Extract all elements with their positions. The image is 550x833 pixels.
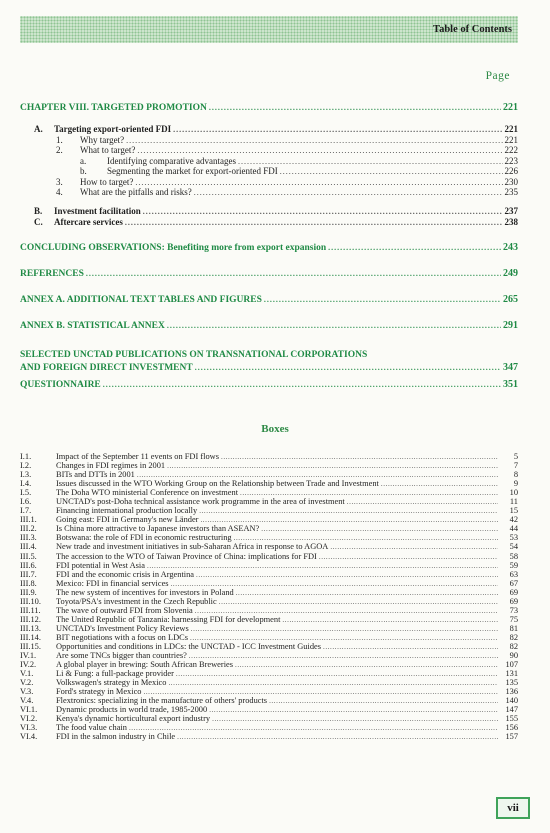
- box-page: 7: [513, 461, 518, 471]
- box-page: 11: [509, 497, 518, 507]
- box-number: V.2.: [20, 678, 34, 688]
- box-title: BIT negotiations with a focus on LDCs: [56, 632, 188, 642]
- box-title: Volkswagen's strategy in Mexico: [56, 678, 167, 688]
- toc-chapter[interactable]: [20, 102, 518, 117]
- box-entry[interactable]: [20, 615, 518, 624]
- box-title: The Doha WTO ministerial Conference on investment: [56, 488, 239, 498]
- box-page: 81: [509, 623, 518, 633]
- box-page: 82: [509, 641, 518, 651]
- box-entry[interactable]: [20, 461, 518, 470]
- box-page: 131: [505, 669, 518, 679]
- toc-item[interactable]: 3. How to target? ..... 230: [20, 177, 518, 188]
- box-entry[interactable]: [20, 714, 518, 723]
- box-number: I.3.: [20, 470, 32, 480]
- box-page: 136: [505, 687, 518, 697]
- box-title: The food value chain: [56, 723, 127, 733]
- box-page: 155: [505, 714, 518, 724]
- box-title: A global player in brewing: South African Breweries: [56, 660, 233, 670]
- box-number: III.9.: [20, 587, 37, 597]
- box-number: IV.1.: [20, 651, 37, 661]
- box-title: The new system of incentives for investors in Poland: [56, 587, 234, 597]
- box-entry[interactable]: [20, 642, 518, 651]
- toc-annex-a[interactable]: ANNEX A. ADDITIONAL TEXT TABLES AND FIGURES ..... 265: [20, 294, 518, 320]
- box-entry[interactable]: [20, 470, 518, 479]
- box-number: III.6.: [20, 560, 37, 570]
- toc-item[interactable]: 2. What to target? ..... 222: [20, 145, 518, 156]
- box-entry[interactable]: [20, 533, 518, 542]
- box-entry[interactable]: [20, 479, 518, 488]
- toc-chapter-page: 221: [503, 102, 518, 113]
- box-entry[interactable]: [20, 732, 518, 741]
- toc-selected-publications[interactable]: AND FOREIGN DIRECT INVESTMENT ..... 347: [20, 362, 518, 379]
- box-title: Going east: FDI in Germany's new Länder: [56, 515, 199, 525]
- box-number: III.14.: [20, 632, 41, 642]
- box-entry[interactable]: [20, 624, 518, 633]
- box-entry[interactable]: [20, 515, 518, 524]
- box-entry[interactable]: [20, 506, 518, 515]
- toc-item[interactable]: b. Segmenting the market for export-oriented FDI ..... 226: [20, 166, 518, 177]
- box-page: 82: [509, 632, 518, 642]
- box-title: Kenya's dynamic horticultural export industry: [56, 714, 211, 724]
- box-page: 5: [513, 452, 518, 461]
- box-title: New trade and investment initiatives in sub-Saharan Africa in response to AGOA: [56, 542, 329, 552]
- toc-questionnaire[interactable]: QUESTIONNAIRE ..... 351: [20, 379, 518, 397]
- box-entry[interactable]: [20, 633, 518, 642]
- box-page: 59: [509, 560, 518, 570]
- box-entry[interactable]: [20, 678, 518, 687]
- box-number: I.4.: [20, 479, 32, 489]
- box-page: 157: [505, 732, 518, 742]
- box-title: FDI potential in West Asia: [56, 560, 145, 570]
- toc-section-c[interactable]: C. Aftercare services ..... 238: [20, 217, 518, 228]
- box-page: 75: [509, 614, 518, 624]
- toc-references[interactable]: REFERENCES ..... 249: [20, 268, 518, 294]
- running-header-title: Table of Contents: [433, 24, 512, 35]
- boxes-heading: Boxes: [261, 423, 289, 435]
- box-title: The accession to the WTO of Taiwan Province of China: implications for FDI: [56, 551, 317, 561]
- box-entry[interactable]: [20, 651, 518, 660]
- box-title: FDI in the salmon industry in Chile: [56, 732, 176, 742]
- box-number: VI.1.: [20, 705, 38, 715]
- box-page: 10: [509, 488, 518, 498]
- box-title: Botswana: the role of FDI in economic restructuring: [56, 533, 232, 543]
- box-page: 147: [505, 705, 518, 715]
- box-entry[interactable]: [20, 723, 518, 732]
- boxes-list: [20, 452, 518, 742]
- box-entry[interactable]: [20, 705, 518, 714]
- box-page: 15: [509, 506, 518, 516]
- box-number: III.7.: [20, 569, 37, 579]
- box-title: Flextronics: specializing in the manufacture of others' products: [56, 696, 268, 706]
- box-number: VI.4.: [20, 732, 38, 742]
- box-title: Li & Fung: a full-package provider: [56, 669, 174, 679]
- box-entry[interactable]: [20, 542, 518, 551]
- box-title: The wave of outward FDI from Slovenia: [56, 605, 193, 615]
- box-number: III.15.: [20, 641, 41, 651]
- box-title: Is China more attractive to Japanese investors than ASEAN?: [56, 524, 260, 534]
- box-title: Toyota/PSA's investment in the Czech Republic: [56, 596, 217, 606]
- box-page: 63: [509, 569, 518, 579]
- box-entry[interactable]: [20, 452, 518, 461]
- toc-item[interactable]: 1. Why target? ..... 221: [20, 135, 518, 146]
- box-page: 135: [505, 678, 518, 688]
- toc-annex-b[interactable]: ANNEX B. STATISTICAL ANNEX ..... 291: [20, 320, 518, 350]
- box-number: III.2.: [20, 524, 37, 534]
- box-entry[interactable]: [20, 669, 518, 678]
- box-page: 44: [509, 524, 518, 534]
- box-number: VI.2.: [20, 714, 38, 724]
- toc-item[interactable]: 4. What are the pitfalls and risks? ..... 235: [20, 187, 518, 198]
- box-page: 9: [513, 479, 518, 489]
- box-number: VI.3.: [20, 723, 38, 733]
- box-page: 54: [509, 542, 518, 552]
- box-title: UNCTAD's post-Doha technical assistance work programme in the area of investment: [56, 497, 345, 507]
- toc-section-label: Aftercare services: [54, 216, 123, 227]
- box-number: I.2.: [20, 461, 32, 471]
- toc-section-label: Investment facilitation: [54, 205, 141, 216]
- box-title: Opportunities and conditions in LDCs: the UNCTAD - ICC Investment Guides: [56, 641, 321, 651]
- box-title: BITs and DTTs in 2001: [56, 470, 135, 480]
- box-entry[interactable]: [20, 570, 518, 579]
- page-number: vii: [496, 797, 530, 819]
- box-entry[interactable]: [20, 687, 518, 696]
- box-title: Are some TNCs bigger than countries?: [56, 651, 187, 661]
- toc-section-label: Targeting export-oriented FDI: [54, 124, 172, 134]
- box-title: Impact of the September 11 events on FDI flows: [56, 452, 219, 461]
- box-entry[interactable]: [20, 561, 518, 570]
- box-title: Dynamic products in world trade, 1985-2000: [56, 705, 208, 715]
- box-number: III.5.: [20, 551, 37, 561]
- box-entry[interactable]: [20, 552, 518, 561]
- box-number: III.8.: [20, 578, 37, 588]
- box-entry[interactable]: [20, 524, 518, 533]
- box-entry[interactable]: [20, 497, 518, 506]
- box-title: Mexico: FDI in financial services: [56, 578, 169, 588]
- toc-selected-publications-line1: SELECTED UNCTAD PUBLICATIONS ON TRANSNATIONAL CORPORATIONS: [20, 349, 368, 360]
- box-number: III.10.: [20, 596, 41, 606]
- box-title: The United Republic of Tanzania: harnessing FDI for development: [56, 614, 281, 624]
- box-page: 156: [505, 723, 518, 733]
- box-page: 107: [505, 660, 518, 670]
- box-number: III.12.: [20, 614, 41, 624]
- table-of-contents: [20, 102, 518, 397]
- toc-item[interactable]: a. Identifying comparative advantages ..... 223: [20, 156, 518, 167]
- box-number: V.1.: [20, 669, 34, 679]
- box-page: 73: [509, 605, 518, 615]
- box-entry[interactable]: [20, 488, 518, 497]
- page-column-label: Page: [485, 70, 510, 82]
- box-number: III.11.: [20, 605, 41, 615]
- box-page: 69: [509, 596, 518, 606]
- toc-section-a[interactable]: A. Targeting export-oriented FDI ..... 221: [20, 124, 518, 135]
- box-number: III.4.: [20, 542, 37, 552]
- toc-chapter-label: CHAPTER VIII. TARGETED PROMOTION: [20, 103, 207, 113]
- box-number: I.5.: [20, 488, 32, 498]
- box-page: 53: [509, 533, 518, 543]
- box-title: FDI and the economic crisis in Argentina: [56, 569, 195, 579]
- box-entry[interactable]: [20, 606, 518, 615]
- box-page: 42: [509, 515, 518, 525]
- toc-concluding-observations[interactable]: CONCLUDING OBSERVATIONS: Benefiting more from export expansion ..... 243: [20, 242, 518, 268]
- box-entry[interactable]: [20, 588, 518, 597]
- box-title: Issues discussed in the WTO Working Group on the Relationship between Trade and Investment: [56, 479, 379, 489]
- box-page: 90: [509, 651, 518, 661]
- box-number: I.1.: [20, 452, 32, 461]
- box-entry[interactable]: [20, 696, 518, 705]
- box-number: III.13.: [20, 623, 41, 633]
- box-page: 8: [513, 470, 518, 480]
- box-page: 67: [509, 578, 518, 588]
- box-number: III.3.: [20, 533, 37, 543]
- box-number: IV.2.: [20, 660, 37, 670]
- box-entry[interactable]: [20, 597, 518, 606]
- box-number: V.3.: [20, 687, 34, 697]
- box-title: Ford's strategy in Mexico: [56, 687, 142, 697]
- box-page: 140: [505, 696, 518, 706]
- box-number: III.1.: [20, 515, 37, 525]
- box-number: V.4.: [20, 696, 34, 706]
- box-entry[interactable]: [20, 579, 518, 588]
- box-number: I.6.: [20, 497, 32, 507]
- toc-section-b[interactable]: B. Investment facilitation ..... 237: [20, 206, 518, 217]
- box-title: UNCTAD's Investment Policy Reviews: [56, 623, 189, 633]
- box-title: Changes in FDI regimes in 2001: [56, 461, 166, 471]
- box-title: Financing international production locally: [56, 506, 198, 516]
- box-number: I.7.: [20, 506, 32, 516]
- box-entry[interactable]: [20, 660, 518, 669]
- box-page: 58: [509, 551, 518, 561]
- box-page: 69: [509, 587, 518, 597]
